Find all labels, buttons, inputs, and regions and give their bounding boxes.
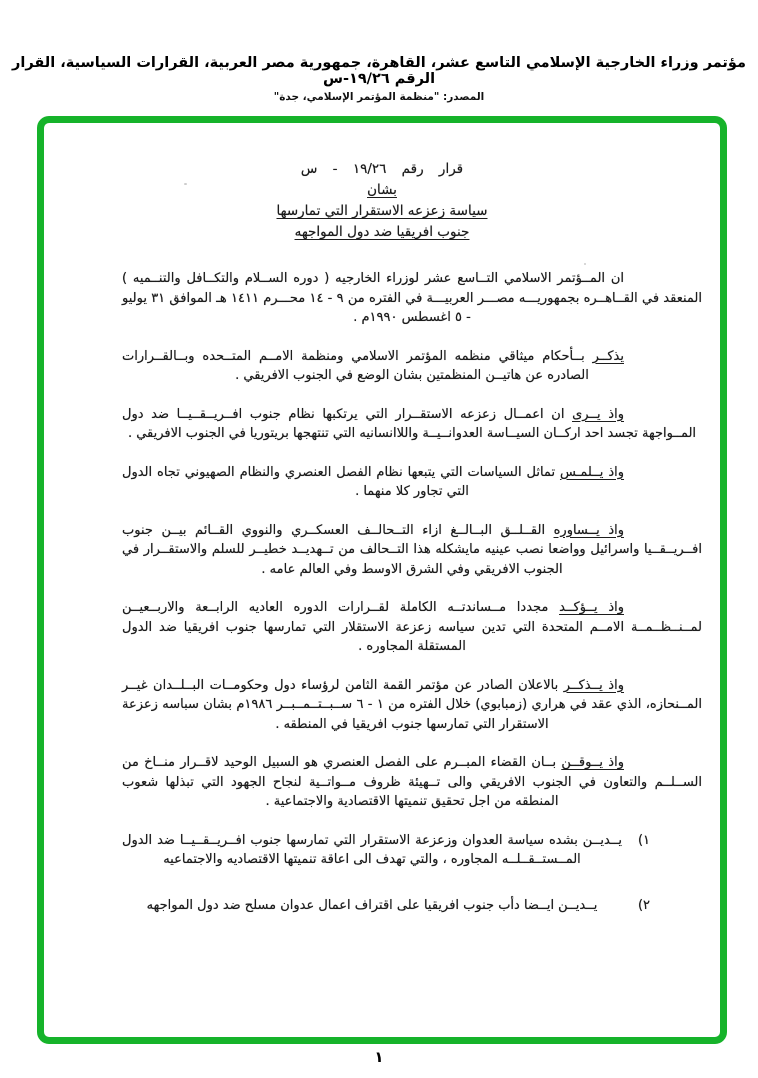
resolution-subject-line1: سياسة زعزعه الاستقرار التي تمارسها bbox=[276, 203, 488, 219]
paragraph-lead: واذ يــذكــر bbox=[563, 677, 624, 693]
paragraph-recalling-declaration bbox=[62, 676, 702, 735]
item-1-number: ١) bbox=[637, 832, 650, 848]
item-2 bbox=[122, 896, 650, 916]
paragraph-text: بــأحكام ميثاقي منظمه المؤتمر الاسلامي ومنظمة الامــم المتــحده وبــالقــرارات الصادره عن هاتيــن المنظمتين بشان الوضع في الجنوب الافريقي . bbox=[122, 348, 593, 383]
page-number: ١ bbox=[374, 1048, 384, 1066]
scanned-document-frame bbox=[37, 116, 727, 1044]
paragraph-text: مجددا مــساندتــه الكاملة لقــرارات الدوره العاديه الرابــعة والاربــعيــن لمــنــظــمــة الامــم المتحدة التي تدين سياسه زعزعة الاستقلار التي تمارسها جنوب افريقيا ضد الدول المستقلة المجاوره . bbox=[122, 600, 702, 654]
item-1-text: يــديــن بشده سياسة العدوان وزعزعة الاستقرار التي تمارسها جنوب افــريــقــيــا ضد الدول المــستــقــلــه المجاوره ، والتي تهدف الى اعاقة تنميتها الاقتصاديه والاجتماعيه bbox=[122, 832, 622, 867]
paragraph-lead: واذ يــساوره bbox=[553, 522, 624, 538]
paragraph-lead: واذ يــرى bbox=[572, 406, 624, 422]
resolution-subject-line2: جنوب افريقيا ضد دول المواجهه bbox=[294, 224, 470, 240]
paragraph-noting-similarity bbox=[62, 463, 702, 502]
paragraph-lead: يذكــر bbox=[592, 348, 624, 364]
operative-items bbox=[122, 831, 650, 916]
paragraph-text: بــان القضاء المبــرم على الفصل العنصري هو السبيل الوحيد لاقــرار منــاخ من الســلــم والتعاون في الجنوب الافريقي والى تــهيئة ظروف مــواتــية لنجاح الجهود التي تبذلها شعوب المنطقه من اجل تحقيق تنميتها الاقتصادية والاجتماعية . bbox=[122, 755, 702, 809]
item-2-text: يــديــن ايــضا دأب جنوب افريقيا على اقتراف اعمال عدوان مسلح ضد دول المواجهه bbox=[146, 897, 598, 913]
paragraph-lead: واذ يــؤكــد bbox=[559, 600, 624, 615]
scan-speck bbox=[184, 183, 187, 185]
item-1 bbox=[122, 831, 650, 870]
scan-speck bbox=[584, 263, 586, 265]
paragraph-text: تماثل السياسات التي يتبعها نظام الفصل العنصري والنظام الصهيوني تجاه الدول التي تجاور كلا منهما . bbox=[122, 464, 560, 499]
paragraph-lead: واذ يــوقــن bbox=[561, 755, 624, 770]
paragraph-text: ان اعمــال زعزعه الاستقــرار التي يرتكبها نظام جنوب افــريــقــيــا ضد دول المــواجهة تجسد احد اركــان السيــاسة العدوانــيــة واللاانسانيه التي تنتهجها بريتوريا في الجنوب الافريقي . bbox=[122, 406, 697, 441]
resolution-number: قرار رقم ١٩/٢٦ - س bbox=[300, 161, 464, 177]
resolution-subject-label: بشان bbox=[367, 182, 397, 198]
paragraph-preamble bbox=[62, 269, 702, 328]
item-2-number: ٢) bbox=[637, 897, 650, 913]
paragraph-recalling-charters bbox=[62, 347, 702, 386]
scanned-document-content bbox=[62, 159, 702, 941]
resolution-title bbox=[62, 159, 702, 243]
paragraph-considering-destabilization bbox=[62, 405, 702, 444]
paragraph-text: القــلــق البــالــغ ازاء التــحالــف العسكــري والنووي القــائم بيــن جنوب افــريــقــيا واسرائيل وواضعا نصب عينيه مايشكله هذا التــحالف من تــهديــد خطيــر للسلم والاستقــرار في الجنوب الافريقي وفي الشرق الاوسط وفي العالم عامه . bbox=[122, 522, 702, 577]
paragraph-lead: واذ يــلمـس bbox=[559, 464, 625, 480]
paragraph-reaffirming-support bbox=[62, 598, 702, 657]
catalog-header: مؤتمر وزراء الخارجية الإسلامي التاسع عشر، القاهرة، جمهورية مصر العربية، القرارات السياسية، القرار الرقم ١٩/٢٦-س bbox=[12, 55, 746, 87]
paragraph-text: ان المــؤتمر الاسلامي التــاسع عشر لوزراء الخارجيه ( دوره الســلام والتكــافل والتنــميه ) المنعقد في القــاهــره بجمهوريـــه مصـــر العربيـــة في الفتره من ٩ - ١٤ محـــرم ١٤١١ هـ الموافق ٣١ يوليو - ٥ اغسطس ١٩٩٠م . bbox=[122, 271, 702, 325]
source-line: المصدر: "منظمة المؤتمر الإسلامي، جدة" bbox=[273, 91, 485, 103]
paragraph-concern-alliance bbox=[62, 521, 702, 580]
paragraph-convinced-eradication bbox=[62, 753, 702, 812]
paragraph-text: بالاعلان الصادر عن مؤتمر القمة الثامن لرؤساء دول وحكومــات البــلــدان غيــر المــنحازه، الذي عقد في هراري (زمبابوي) خلال الفتره من ١ - ٦ ســبــتــمــبــر ١٩٨٦م بشان سباسه زعزعة الاستقرار التي تمارسها جنوب افريقيا في المنطقه . bbox=[122, 677, 703, 732]
